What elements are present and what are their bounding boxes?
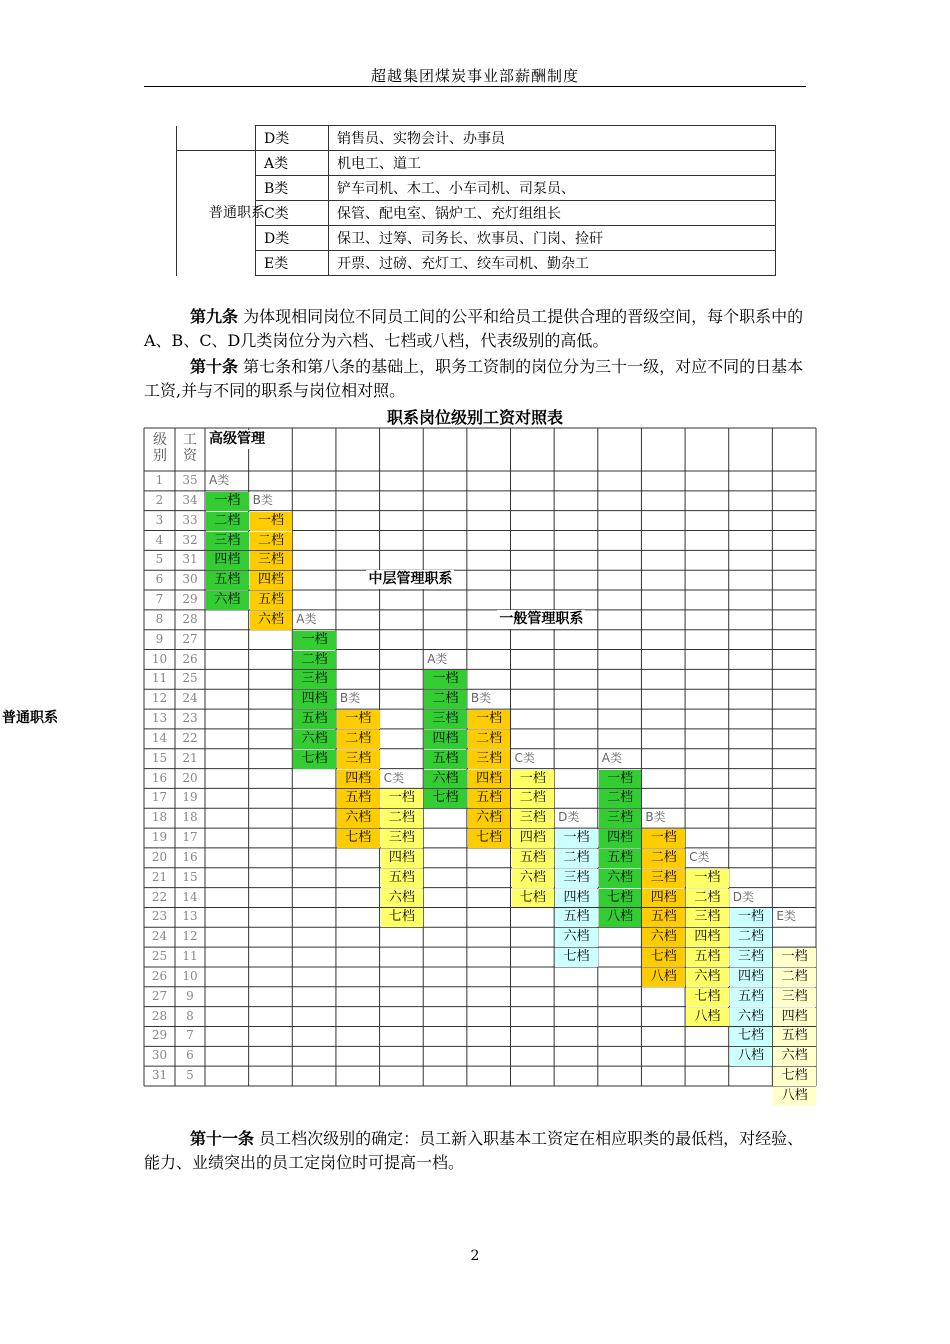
class-label: C类 [689, 849, 710, 864]
wage-number: 28 [182, 611, 198, 626]
wage-number: 18 [182, 810, 198, 825]
grade-cell: 六档 [337, 809, 380, 828]
grade-cell: 五档 [250, 591, 293, 610]
wage-number: 33 [182, 512, 198, 527]
grade-cell: 六档 [206, 591, 249, 610]
grade-cell: 一档 [599, 770, 642, 789]
grade-cell: 六档 [599, 869, 642, 888]
class-label: C类 [383, 770, 404, 785]
wage-number: 32 [182, 532, 198, 547]
article-9-text: 为体现相同岗位不同员工间的公平和给员工提供合理的晋级空间，每个职系中的A、B、C、D几类岗位分为六档、七档或八档，代表级别的高低。 [144, 307, 804, 350]
grade-cell: 二档 [642, 849, 685, 868]
level-number: 6 [155, 572, 164, 587]
level-number: 27 [151, 988, 168, 1003]
grade-cell: 五档 [555, 908, 598, 927]
header-divider [144, 86, 806, 87]
grade-cell: 七档 [468, 829, 511, 848]
grade-cell: 四档 [206, 551, 249, 570]
grade-cell: 六档 [773, 1047, 816, 1066]
wage-number: 25 [182, 671, 198, 686]
grade-cell: 一档 [424, 670, 467, 689]
jobs-cell: 保管、配电室、锅炉工、充灯组组长 [329, 201, 776, 226]
level-number: 30 [151, 1048, 168, 1063]
level-number: 11 [151, 671, 168, 686]
level-number: 3 [155, 512, 164, 527]
grade-cell: 三档 [424, 710, 467, 729]
grade-cell: 七档 [337, 829, 380, 848]
grade-cell: 五档 [599, 849, 642, 868]
class-label: A类 [296, 611, 317, 626]
jobs-cell: 销售员、实物会计、办事员 [329, 126, 776, 151]
wage-number: 6 [186, 1048, 194, 1063]
level-number: 15 [151, 750, 168, 765]
grade-cell: 一档 [512, 770, 555, 789]
grade-cell: 七档 [773, 1067, 816, 1086]
grade-cell: 一档 [773, 948, 816, 967]
wage-number: 14 [182, 889, 198, 904]
wage-number: 19 [182, 790, 198, 805]
class-cell: D类 [256, 226, 329, 251]
grade-cell: 七档 [424, 789, 467, 808]
level-header: 级别 [153, 432, 167, 464]
table-row [177, 201, 776, 226]
grade-cell: 七档 [599, 889, 642, 908]
article-11-text: 员工档次级别的确定：员工新入职基本工资定在相应职类的最低档，对经验、能力、业绩突出的员工定岗位时可提高一档。 [144, 1129, 804, 1172]
grade-cell: 五档 [686, 948, 729, 967]
level-number: 5 [155, 552, 164, 567]
grade-cell: 六档 [512, 869, 555, 888]
grade-cell: 二档 [730, 928, 773, 947]
class-label: B类 [339, 691, 361, 706]
category-table [176, 125, 776, 276]
level-number: 10 [151, 651, 168, 666]
wage-number: 12 [182, 929, 198, 944]
grade-cell: 五档 [773, 1027, 816, 1046]
grade-cell: 四档 [424, 730, 467, 749]
grade-cell: 五档 [424, 750, 467, 769]
grade-cell: 八档 [730, 1047, 773, 1066]
wage-number: 27 [182, 631, 198, 646]
grade-cell: 二档 [686, 889, 729, 908]
grade-cell: 六档 [730, 1008, 773, 1027]
grade-cell: 五档 [642, 908, 685, 927]
grade-cell: 六档 [642, 928, 685, 947]
jobs-cell: 机电工、道工 [329, 151, 776, 176]
page-number: 2 [470, 1248, 480, 1264]
article-10-title: 第十条 [190, 357, 239, 376]
level-number: 26 [151, 968, 168, 983]
grade-cell: 四档 [381, 849, 424, 868]
class-cell: E类 [256, 251, 329, 276]
chart-title: 职系岗位级别工资对照表 [386, 408, 563, 427]
class-label: A类 [601, 750, 622, 765]
grade-cell: 三档 [250, 551, 293, 570]
grade-cell: 二档 [512, 789, 555, 808]
level-number: 21 [151, 869, 168, 884]
level-number: 22 [151, 889, 168, 904]
grade-cell: 五档 [206, 571, 249, 590]
article-9 [144, 305, 806, 353]
grade-cell: 七档 [293, 750, 336, 769]
level-number: 18 [151, 810, 168, 825]
grade-cell: 一档 [642, 829, 685, 848]
section-label: 一般管理职系 [499, 610, 584, 627]
grade-cell: 一档 [730, 908, 773, 927]
level-number: 29 [151, 1028, 168, 1043]
grade-cell: 八档 [686, 1008, 729, 1027]
grade-cell: 五档 [337, 789, 380, 808]
grade-cell: 二档 [381, 809, 424, 828]
wage-number: 11 [182, 949, 198, 964]
wage-number: 22 [182, 730, 198, 745]
grade-cell: 四档 [730, 968, 773, 987]
level-number: 13 [151, 711, 168, 726]
table-row [177, 176, 776, 201]
level-number: 14 [151, 730, 168, 745]
wage-number: 13 [182, 909, 198, 924]
wage-number: 30 [182, 572, 198, 587]
table-row [177, 251, 776, 276]
grade-cell: 二档 [337, 730, 380, 749]
level-number: 1 [155, 473, 164, 487]
level-number: 4 [155, 532, 164, 547]
grade-cell: 五档 [512, 849, 555, 868]
grade-cell: 一档 [206, 492, 249, 511]
grade-cell: 四档 [599, 829, 642, 848]
grade-cell: 三档 [293, 670, 336, 689]
grade-cell: 七档 [555, 948, 598, 967]
grade-cell: 六档 [468, 809, 511, 828]
wage-number: 23 [182, 711, 198, 726]
group-cell [177, 126, 256, 151]
grade-cell: 八档 [599, 908, 642, 927]
grade-cell: 六档 [293, 730, 336, 749]
grade-cell: 四档 [468, 770, 511, 789]
grade-cell: 四档 [555, 889, 598, 908]
grade-cell: 六档 [250, 611, 293, 630]
section-label: 高级管理 [209, 431, 265, 447]
grade-cell: 七档 [730, 1027, 773, 1046]
article-11-title: 第十一条 [190, 1129, 255, 1148]
table-row [177, 226, 776, 251]
class-label: D类 [732, 889, 754, 904]
grade-cell: 四档 [337, 770, 380, 789]
page-header-title: 超越集团煤炭事业部薪酬制度 [370, 67, 579, 85]
level-number: 20 [151, 849, 168, 864]
class-label: A类 [427, 651, 448, 666]
grade-cell: 六档 [555, 928, 598, 947]
wage-number: 15 [182, 869, 198, 884]
article-10-text: 第七条和第八条的基础上，职务工资制的岗位分为三十一级，对应不同的日基本工资,并与不同的职系与岗位相对照。 [144, 357, 804, 400]
grade-cell: 二档 [555, 849, 598, 868]
class-label: B类 [470, 691, 492, 706]
grade-cell: 三档 [206, 532, 249, 551]
level-number: 25 [151, 949, 168, 964]
wage-number: 8 [186, 1008, 194, 1023]
table-row [177, 151, 776, 176]
class-cell: C类 [256, 201, 329, 226]
jobs-cell: 铲车司机、木工、小车司机、司泵员、 [329, 176, 776, 201]
grade-cell: 四档 [773, 1008, 816, 1027]
grade-cell: 三档 [468, 750, 511, 769]
grade-cell: 二档 [293, 651, 336, 670]
level-number: 19 [151, 830, 168, 845]
class-label: C类 [514, 750, 535, 765]
section-label: 中层管理职系 [368, 571, 453, 588]
grade-cell: 一档 [686, 869, 729, 888]
grade-cell: 四档 [293, 690, 336, 709]
grade-cell: 四档 [512, 829, 555, 848]
grade-cell: 一档 [293, 631, 336, 650]
grade-cell: 七档 [686, 988, 729, 1007]
class-label: D类 [558, 810, 580, 825]
class-cell: D类 [256, 126, 329, 151]
grade-cell: 三档 [686, 908, 729, 927]
grade-cell: 一档 [250, 512, 293, 531]
grade-cell: 二档 [424, 690, 467, 709]
grade-cell: 五档 [293, 710, 336, 729]
wage-number: 9 [186, 988, 194, 1003]
jobs-cell: 开票、过磅、充灯工、绞车司机、勤杂工 [329, 251, 776, 276]
grade-cell: 三档 [730, 948, 773, 967]
class-label: E类 [776, 909, 796, 924]
grade-cell: 一档 [381, 789, 424, 808]
level-number: 8 [155, 611, 164, 626]
class-label: A类 [209, 473, 230, 487]
grade-cell: 一档 [337, 710, 380, 729]
group-label: 普通职系 [209, 204, 265, 221]
grade-cell: 三档 [599, 809, 642, 828]
grade-cell: 一档 [555, 829, 598, 848]
grade-cell: 七档 [381, 908, 424, 927]
wage-header: 工资 [183, 432, 197, 464]
wage-number: 29 [182, 592, 198, 607]
grade-cell: 三档 [381, 829, 424, 848]
article-10 [144, 355, 806, 403]
level-number: 23 [151, 909, 168, 924]
section-label: 普通职系 [2, 710, 58, 727]
grade-cell: 七档 [642, 948, 685, 967]
jobs-cell: 保卫、过筹、司务长、炊事员、门岗、捡矸 [329, 226, 776, 251]
grade-cell: 四档 [686, 928, 729, 947]
wage-number: 7 [186, 1028, 194, 1043]
grade-cell: 五档 [468, 789, 511, 808]
grade-cell: 三档 [642, 869, 685, 888]
level-number: 17 [151, 790, 168, 805]
level-number: 24 [151, 929, 168, 944]
wage-number: 5 [186, 1068, 194, 1083]
group-cell [177, 151, 265, 276]
grade-cell: 一档 [468, 710, 511, 729]
level-number: 28 [151, 1008, 168, 1023]
grade-cell: 六档 [381, 889, 424, 908]
class-label: B类 [645, 810, 666, 825]
grade-cell: 三档 [337, 750, 380, 769]
class-label: B类 [252, 492, 273, 507]
article-11 [144, 1127, 806, 1175]
wage-number: 10 [182, 968, 198, 983]
grade-cell: 二档 [206, 512, 249, 531]
grade-cell: 七档 [512, 889, 555, 908]
wage-number: 17 [182, 830, 198, 845]
wage-number: 16 [182, 849, 198, 864]
grade-cell: 三档 [555, 869, 598, 888]
wage-number: 34 [182, 492, 198, 507]
wage-number: 26 [182, 651, 198, 666]
grade-cell: 五档 [730, 988, 773, 1007]
grade-cell: 八档 [773, 1087, 816, 1106]
wage-number: 35 [182, 473, 198, 487]
wage-number: 24 [182, 691, 198, 706]
grade-cell: 六档 [424, 770, 467, 789]
grade-cell: 五档 [381, 869, 424, 888]
class-cell: A类 [256, 151, 329, 176]
wage-number: 20 [182, 770, 198, 785]
table-row [177, 126, 776, 151]
grade-cell: 三档 [773, 988, 816, 1007]
class-cell: B类 [256, 176, 329, 201]
level-number: 12 [151, 691, 168, 706]
grade-cell: 二档 [599, 789, 642, 808]
level-number: 16 [151, 770, 168, 785]
grade-cell: 六档 [686, 968, 729, 987]
grade-cell: 二档 [250, 532, 293, 551]
wage-number: 21 [182, 750, 198, 765]
grade-cell: 四档 [642, 889, 685, 908]
level-number: 7 [155, 592, 164, 607]
level-number: 2 [155, 492, 164, 507]
wage-number: 31 [182, 552, 198, 567]
grade-cell: 二档 [468, 730, 511, 749]
level-number: 31 [151, 1068, 168, 1083]
grade-cell: 三档 [512, 809, 555, 828]
article-9-title: 第九条 [190, 307, 239, 326]
grade-cell: 二档 [773, 968, 816, 987]
grade-cell: 四档 [250, 571, 293, 590]
grade-cell: 八档 [642, 968, 685, 987]
level-number: 9 [155, 631, 164, 646]
